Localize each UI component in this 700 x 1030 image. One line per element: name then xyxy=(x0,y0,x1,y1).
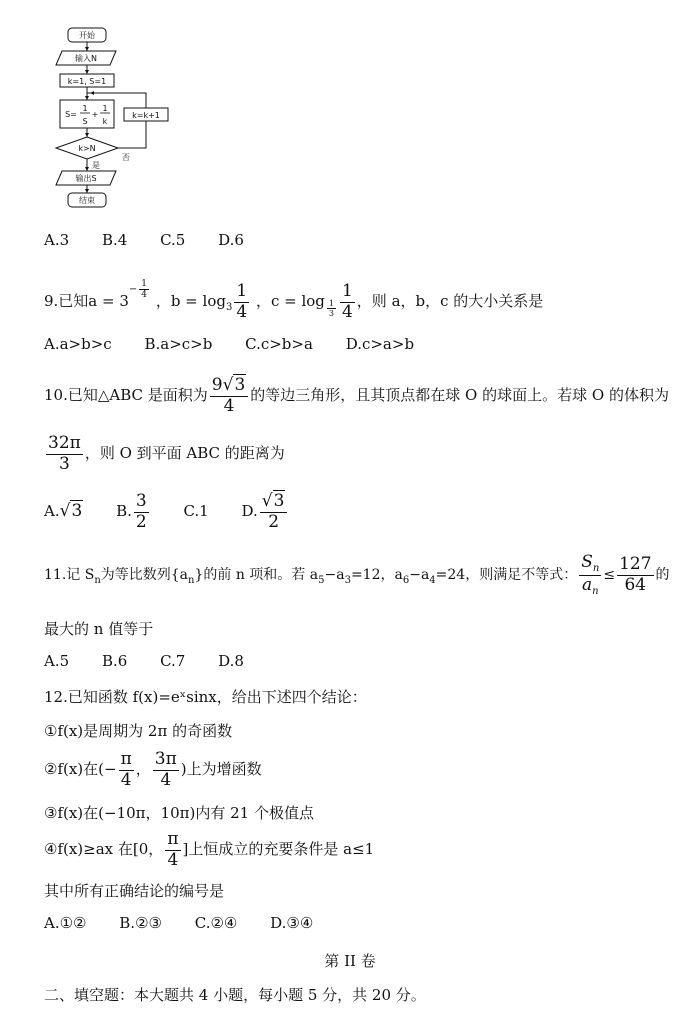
flow-end-label: 结束 xyxy=(79,196,95,205)
q8-option-a: A.3 xyxy=(44,231,70,249)
q11-option-d: D.8 xyxy=(218,652,244,670)
q10-area-sqrt: √3 xyxy=(222,374,246,395)
flow-condition-label: k>N xyxy=(78,144,96,153)
part2-title: 第 II 卷 xyxy=(324,952,376,970)
q9-b-den: 4 xyxy=(236,301,248,322)
q9-exponent xyxy=(129,270,151,310)
q11-option-b: B.6 xyxy=(101,652,128,670)
flow-output-label: 输出S xyxy=(75,174,97,183)
q10-option-d-label: D. xyxy=(241,502,258,520)
q11-sub-n-1: n xyxy=(94,575,101,586)
q11-p5: −a xyxy=(409,567,430,583)
q10-area-num xyxy=(210,376,249,397)
q10-option-d-sqrt: √3 xyxy=(261,490,285,511)
q12-c2-den2: 4 xyxy=(160,769,172,790)
q11-ratio-den-sub: n xyxy=(592,585,599,597)
q12-c4-den: 4 xyxy=(167,849,179,870)
q10-option-d-frac xyxy=(260,492,288,532)
flow-yes-label: 是 xyxy=(92,161,100,170)
q12-c4-frac xyxy=(165,830,180,870)
flow-no-label: 否 xyxy=(122,153,130,162)
q10-option-b xyxy=(116,488,151,534)
q10-stem xyxy=(44,372,669,418)
q12-c4-post: ]上恒成立的充要条件是 a≤1 xyxy=(182,840,375,858)
q10-option-d-num xyxy=(260,492,288,513)
q9-c-base xyxy=(327,299,336,318)
q10-option-d xyxy=(242,488,290,534)
q11-option-a: A.5 xyxy=(44,652,70,670)
q9-suffix: ，则 a，b，c 的大小关系是 xyxy=(356,292,544,310)
q9-c-num: 1 xyxy=(341,280,353,301)
q12-c2-frac1 xyxy=(119,750,134,790)
q10-option-b-num: 3 xyxy=(135,490,147,511)
q11-leq: ≤ xyxy=(603,567,616,583)
q11-rhs-num: 127 xyxy=(619,553,652,574)
q9-exp-frac xyxy=(139,279,149,301)
q10-area-rad: 3 xyxy=(234,374,246,395)
q11-rhs-den: 64 xyxy=(624,574,647,595)
flow-assign-s: S= xyxy=(65,110,77,119)
q11-suffix: 的 xyxy=(655,567,670,583)
flow-assign-one-b: 1 xyxy=(102,104,108,113)
q10-options xyxy=(44,488,317,534)
q12-option-b: B.②③ xyxy=(119,914,162,932)
q12-c2-num1: π xyxy=(120,748,132,769)
q10-option-a xyxy=(44,488,83,534)
q9-exp-den: 4 xyxy=(141,290,148,300)
q11-sub-5: 5 xyxy=(318,575,325,586)
q8-option-b: B.4 xyxy=(101,231,128,249)
q12-c2-mid: ， xyxy=(135,760,151,778)
q9-options xyxy=(44,335,442,353)
flowchart xyxy=(40,22,190,214)
q12-conclusion-4 xyxy=(44,826,374,872)
q11-stem xyxy=(44,552,670,604)
q9-exp-num: 1 xyxy=(141,278,148,289)
q10-prefix: 10.已知△ABC 是面积为 xyxy=(44,386,208,404)
q11-p1: 为等比数列{a xyxy=(100,567,189,583)
q10-option-a-sqrt: √3 xyxy=(59,501,83,521)
q12-option-a: A.①② xyxy=(44,914,87,932)
q9-option-d: D.c>a>b xyxy=(345,335,415,353)
q12-c4-num: π xyxy=(167,828,179,849)
q12-conclusion-1: ①f(x)是周期为 2π 的奇函数 xyxy=(44,722,233,740)
q8-option-c: C.5 xyxy=(160,231,186,249)
q10-option-b-den: 2 xyxy=(135,511,147,532)
q11-option-c: C.7 xyxy=(160,652,186,670)
q11-ratio-den xyxy=(579,576,601,598)
q11-ratio-frac xyxy=(579,553,601,597)
q10-vol-frac xyxy=(46,434,83,474)
q12-conclusion-2 xyxy=(44,746,262,792)
q10-line2 xyxy=(44,430,285,476)
q9-b-num: 1 xyxy=(236,280,248,301)
part2-section-heading: 二、填空题：本大题共 4 小题，每小题 5 分，共 20 分。 xyxy=(44,986,426,1004)
flow-input-label: 输入N xyxy=(75,54,97,63)
flow-start-label: 开始 xyxy=(79,31,95,40)
q10-vol-num: 32π xyxy=(48,432,81,453)
q11-rhs-frac xyxy=(617,555,653,595)
q12-stem: 12.已知函数 f(x)=eˣsinx，给出下述四个结论： xyxy=(44,688,367,706)
q9-c-base-num: 1 xyxy=(328,298,334,308)
q9-b-base: 3 xyxy=(225,302,233,313)
q11-options xyxy=(44,652,272,670)
q9-c-frac xyxy=(340,282,355,322)
q11-sub-3: 3 xyxy=(344,575,351,586)
flow-increment-label: k=k+1 xyxy=(132,111,160,120)
q11-ratio-num xyxy=(579,553,601,576)
flow-assign-plus: + xyxy=(91,110,99,119)
q9-stem xyxy=(44,270,543,328)
q12-c2-frac2 xyxy=(153,750,179,790)
flow-assign-S: S xyxy=(82,117,88,126)
flow-init-label: k=1, S=1 xyxy=(67,77,107,86)
q8-option-d: D.6 xyxy=(218,231,244,249)
q9-c-part: ，c = log xyxy=(255,292,325,310)
q12-options xyxy=(44,914,341,932)
q10-option-b-label: B. xyxy=(116,502,132,520)
q10-line2-text: ，则 O 到平面 ABC 的距离为 xyxy=(84,444,285,462)
q10-area-coef: 9 xyxy=(211,374,223,395)
q11-p6: =24，则满足不等式： xyxy=(435,567,578,583)
q10-area-den: 4 xyxy=(223,395,235,416)
q11-ratio-den-a: a xyxy=(581,574,593,595)
q11-p3: −a xyxy=(324,567,345,583)
q9-option-b: B.a>c>b xyxy=(144,335,213,353)
q10-option-a-rad: 3 xyxy=(71,501,83,521)
q12-c2-den1: 4 xyxy=(120,769,132,790)
q11-prefix: 11.记 S xyxy=(44,567,95,583)
q10-vol-den: 3 xyxy=(58,453,70,474)
q12-c2-pre: ②f(x)在(− xyxy=(44,760,117,778)
q9-b-frac xyxy=(234,282,249,322)
q9-prefix: 9.已知a = 3 xyxy=(44,292,129,310)
q10-option-d-den: 2 xyxy=(268,511,280,532)
q12-c4-pre: ④f(x)≥ax 在[0， xyxy=(44,840,164,858)
q10-option-d-rad: 3 xyxy=(273,490,285,511)
q11-ratio-num-sub: n xyxy=(592,563,600,574)
q11-line2: 最大的 n 值等于 xyxy=(44,620,154,638)
q10-area-frac xyxy=(210,376,249,416)
q11-p2: }的前 n 项和。若 a xyxy=(194,567,319,583)
q12-option-c: C.②④ xyxy=(194,914,238,932)
flow-assign-one-a: 1 xyxy=(82,104,88,113)
q10-option-a-label: A. xyxy=(44,502,60,520)
q10-option-c: C.1 xyxy=(183,502,209,520)
q12-conclusion-3: ③f(x)在(−10π，10π)内有 21 个极值点 xyxy=(44,804,314,822)
q10-middle: 的等边三角形，且其顶点都在球 O 的球面上。若球 O 的体积为 xyxy=(250,386,669,404)
q9-c-den: 4 xyxy=(341,301,353,322)
q11-sub-n-2: n xyxy=(188,575,195,586)
q11-sub-4: 4 xyxy=(429,575,436,586)
q11-p4: =12，a xyxy=(350,567,403,583)
q12-option-d: D.③④ xyxy=(270,914,314,932)
q10-option-b-frac xyxy=(134,492,149,532)
q9-b-part: ，b = log xyxy=(155,292,226,310)
q12-ask: 其中所有正确结论的编号是 xyxy=(44,882,225,900)
q12-c2-post: )上为增函数 xyxy=(180,760,262,778)
q11-ratio-num-S: S xyxy=(581,552,593,572)
flow-assign-k: k xyxy=(102,117,108,126)
q9-exp-sign: − xyxy=(128,284,138,295)
q9-option-a: A.a>b>c xyxy=(44,335,112,353)
q9-c-base-den: 3 xyxy=(328,309,334,318)
q11-sub-6: 6 xyxy=(402,575,410,586)
q8-options xyxy=(44,231,272,249)
q9-option-c: C.c>b>a xyxy=(245,335,313,353)
q12-c2-num2: 3π xyxy=(154,748,177,769)
